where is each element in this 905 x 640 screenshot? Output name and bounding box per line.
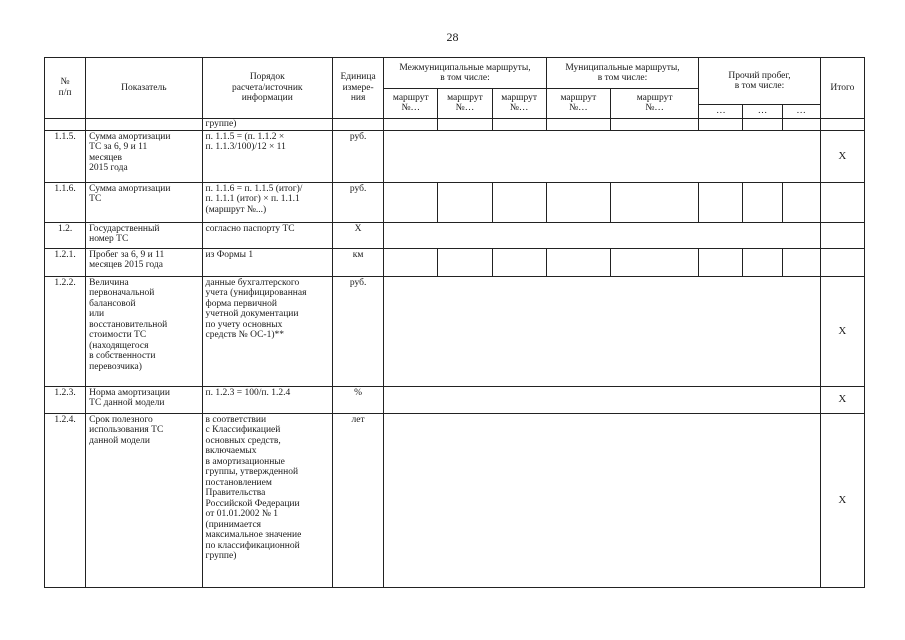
row-indicator: Величина первоначальной балансовой или восстановительной стоимости ТС (находящегося в собственности перевозчика) [86, 276, 202, 386]
header-unit: Единица измере- ния [333, 58, 384, 119]
table-cell [782, 248, 820, 276]
table-cell [384, 182, 438, 222]
row-procedure: из Формы 1 [202, 248, 332, 276]
table-row [45, 276, 865, 386]
row-num [45, 118, 86, 130]
header-route: маршрут №… [438, 89, 492, 119]
row-total: Х [820, 276, 864, 386]
table-cell [492, 248, 546, 276]
row-unit: % [333, 386, 384, 413]
row-unit: руб. [333, 182, 384, 222]
table-cell [610, 118, 698, 130]
table-cell [610, 182, 698, 222]
row-indicator: Норма амортизации ТС данной модели [86, 386, 202, 413]
table-cell [384, 413, 821, 587]
table-row [45, 222, 865, 248]
header-indicator: Показатель [86, 58, 202, 119]
row-indicator: Срок полезного использования ТС данной модели [86, 413, 202, 587]
header-dots: … [743, 105, 782, 119]
row-indicator: Пробег за 6, 9 и 11 месяцев 2015 года [86, 248, 202, 276]
table-cell [384, 276, 821, 386]
table-cell [546, 182, 610, 222]
row-unit: лет [333, 413, 384, 587]
table-row [45, 118, 865, 130]
row-procedure: группе) [202, 118, 332, 130]
table-cell [492, 182, 546, 222]
header-route: маршрут №… [384, 89, 438, 119]
row-indicator: Государственный номер ТС [86, 222, 202, 248]
row-num: 1.2.4. [45, 413, 86, 587]
header-intermunicipal: Межмуниципальные маршруты, в том числе: [384, 58, 547, 89]
row-unit: км [333, 248, 384, 276]
table-cell [384, 248, 438, 276]
row-num: 1.2.3. [45, 386, 86, 413]
row-indicator: Сумма амортизации ТС за 6, 9 и 11 месяцев 2015 года [86, 130, 202, 182]
table-cell [438, 182, 492, 222]
header-dots: … [782, 105, 820, 119]
row-unit: руб. [333, 276, 384, 386]
table-row [45, 386, 865, 413]
row-total [820, 222, 864, 248]
row-unit: Х [333, 222, 384, 248]
header-route: маршрут №… [610, 89, 698, 119]
row-indicator: Сумма амортизации ТС [86, 182, 202, 222]
table-cell [384, 386, 821, 413]
header-num: № п/п [45, 58, 86, 119]
row-total [820, 182, 864, 222]
table-cell [492, 118, 546, 130]
table-cell [743, 182, 782, 222]
header-route: маршрут №… [492, 89, 546, 119]
row-unit: руб. [333, 130, 384, 182]
table-cell [782, 118, 820, 130]
header-total: Итого [820, 58, 864, 119]
row-indicator [86, 118, 202, 130]
header-other: Прочий пробег, в том числе: [699, 58, 820, 105]
table-row [45, 413, 865, 587]
table-cell [384, 118, 438, 130]
row-num: 1.1.6. [45, 182, 86, 222]
calculation-table [44, 57, 865, 588]
row-num: 1.2.2. [45, 276, 86, 386]
row-total: Х [820, 386, 864, 413]
table-row [45, 58, 865, 89]
table-cell [546, 118, 610, 130]
page-number: 28 [446, 30, 459, 44]
table-cell [438, 118, 492, 130]
table-cell [699, 248, 743, 276]
row-num: 1.2.1. [45, 248, 86, 276]
row-unit [333, 118, 384, 130]
header-route: маршрут №… [546, 89, 610, 119]
header-municipal: Муниципальные маршруты, в том числе: [546, 58, 699, 89]
table-cell [743, 248, 782, 276]
table-row [45, 182, 865, 222]
table-row [45, 130, 865, 182]
row-num: 1.2. [45, 222, 86, 248]
table-cell [438, 248, 492, 276]
row-num: 1.1.5. [45, 130, 86, 182]
header-dots: … [699, 105, 743, 119]
table-cell [699, 182, 743, 222]
table-cell [384, 130, 821, 182]
row-total: Х [820, 413, 864, 587]
row-total: Х [820, 130, 864, 182]
table-row [45, 248, 865, 276]
row-procedure: п. 1.2.3 = 100/п. 1.2.4 [202, 386, 332, 413]
row-procedure: данные бухгалтерского учета (унифицированная форма первичной учетной документации по учету основных средств № ОС-1)** [202, 276, 332, 386]
row-procedure: п. 1.1.6 = п. 1.1.5 (итог)/ п. 1.1.1 (итог) × п. 1.1.1 (маршрут №...) [202, 182, 332, 222]
table-cell [699, 118, 743, 130]
row-procedure: п. 1.1.5 = (п. 1.1.2 × п. 1.1.3/100)/12 × 11 [202, 130, 332, 182]
table-cell [546, 248, 610, 276]
row-procedure: согласно паспорту ТС [202, 222, 332, 248]
table-cell [610, 248, 698, 276]
row-total [820, 118, 864, 130]
table-cell [782, 182, 820, 222]
table-cell [743, 118, 782, 130]
header-procedure: Порядок расчета/источник информации [202, 58, 332, 119]
table-cell [384, 222, 821, 248]
row-total [820, 248, 864, 276]
row-procedure: в соответствии с Классификацией основных средств, включаемых в амортизационные группы, утвержденной постановлением Правительства Российской Федерации от 01.01.2002 № 1 (принимается максимальное значение по классификационной группе) [202, 413, 332, 587]
